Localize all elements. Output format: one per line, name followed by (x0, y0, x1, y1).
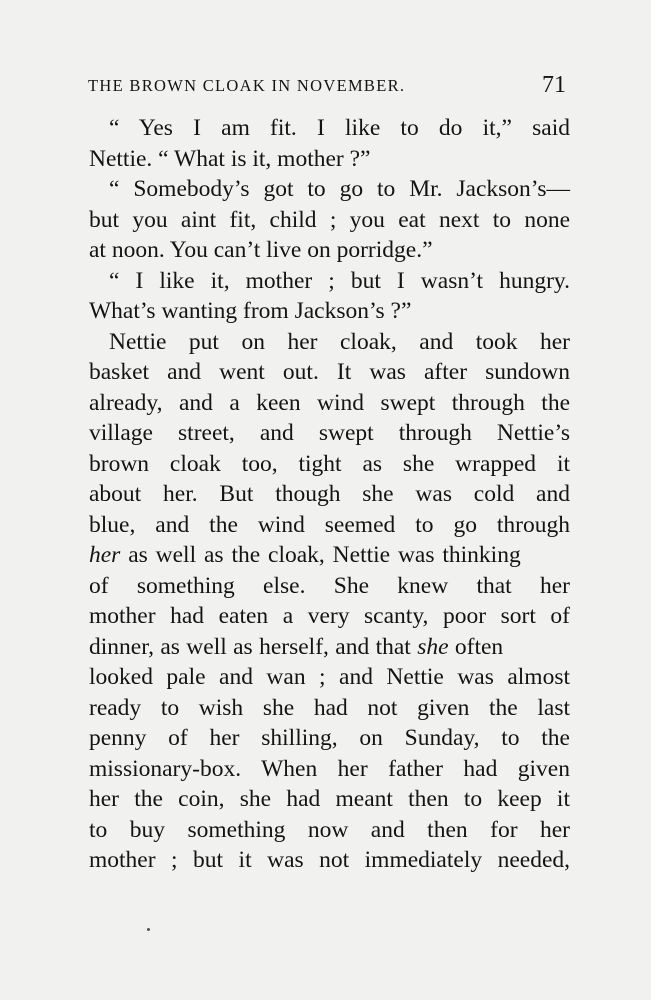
text-line: Nettie. “ What is it, mother ?” (89, 145, 371, 172)
text-line (89, 540, 570, 571)
text-line: What’s wanting from Jackson’s ?” (89, 298, 412, 324)
text-line: village street, and swept through Nettie’s (89, 420, 570, 446)
text-line: ready to wish she had not given the last (89, 694, 570, 721)
page-header (88, 72, 568, 104)
italic-word: she (417, 633, 449, 660)
text-line: missionary-box. When her father had given (89, 755, 570, 782)
text-line: but you aint fit, child ; you eat next to none (89, 206, 570, 233)
text-fragment: as well as the cloak, Nettie was thinking (120, 542, 521, 568)
text-line: her the coin, she had meant then to keep it (89, 786, 570, 812)
text-line: “ Somebody’s got to go to Mr. Jackson’s— (109, 176, 570, 202)
ink-speck (147, 928, 150, 931)
text-line: already, and a keen wind swept through the (89, 389, 570, 416)
text-line: blue, and the wind seemed to go through (89, 511, 570, 538)
text-line: brown cloak too, tight as she wrapped it (89, 450, 570, 477)
text-line: Nettie put on her cloak, and took her (109, 328, 570, 355)
page-number: 71 (542, 72, 566, 98)
text-line: of something else. She knew that her (89, 572, 570, 599)
text-line: at noon. You can’t live on porridge.” (89, 237, 433, 263)
text-fragment: dinner, as well as herself, and that (89, 633, 418, 660)
running-title: THE BROWN CLOAK IN NOVEMBER. (88, 76, 406, 95)
body-text (89, 113, 570, 876)
text-line: about her. But though she was cold and (89, 481, 570, 507)
text-line: looked pale and wan ; and Nettie was almost (89, 664, 570, 690)
text-fragment: often (448, 633, 504, 660)
text-line: “ Yes I am fit. I like to do it,” said (109, 115, 570, 141)
text-line: penny of her shilling, on Sunday, to the (89, 725, 570, 751)
italic-word: her (89, 542, 121, 568)
text-line: basket and went out. It was after sundown (89, 359, 570, 385)
text-line: “ I like it, mother ; but I wasn’t hungry. (109, 267, 570, 294)
text-line: mother had eaten a very scanty, poor sort of (89, 603, 570, 629)
text-line (89, 632, 570, 663)
text-line: mother ; but it was not immediately needed, (89, 847, 570, 873)
text-line: to buy something now and then for her (89, 816, 570, 843)
